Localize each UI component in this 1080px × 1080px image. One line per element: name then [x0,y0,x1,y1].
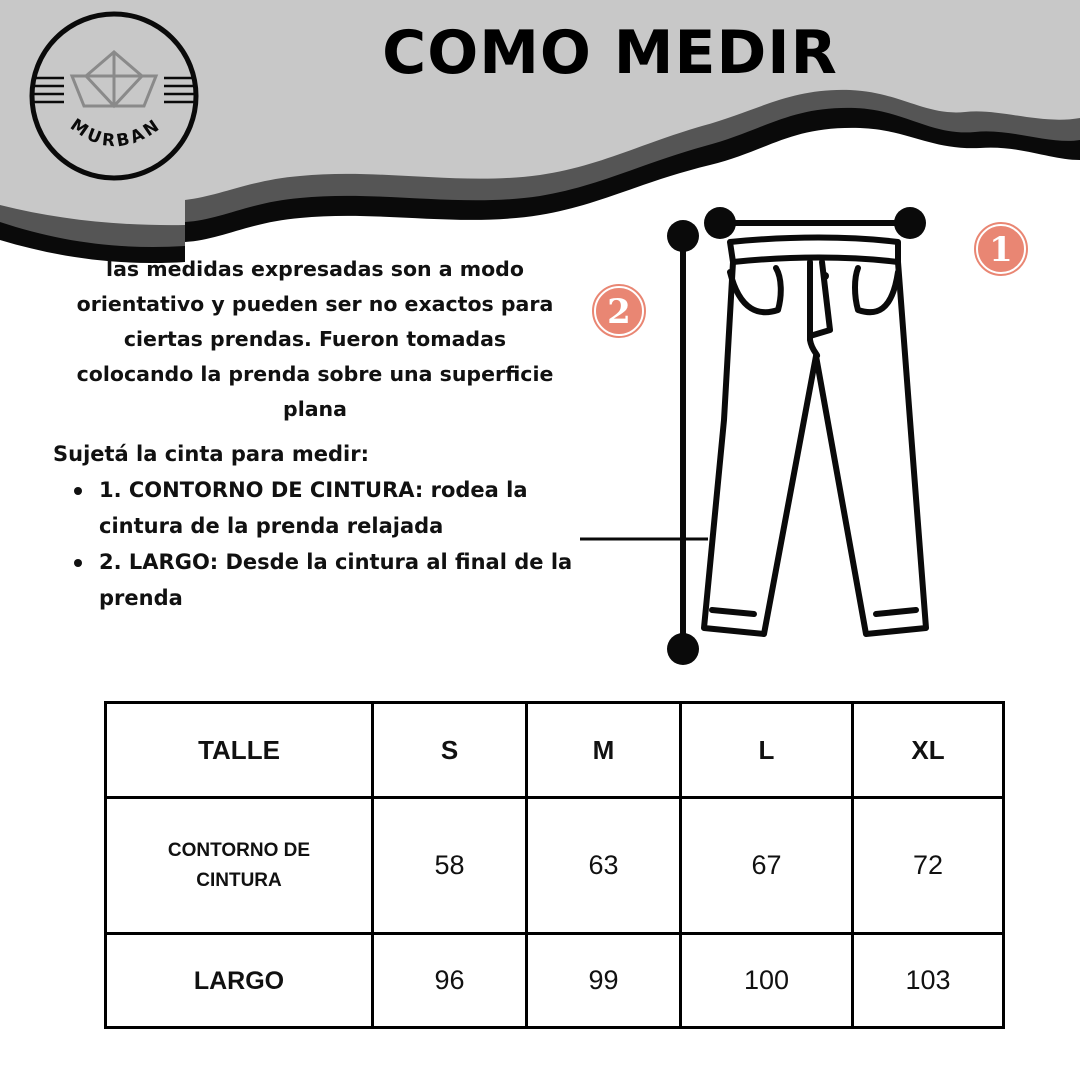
brand-name: MURBAN [66,114,166,152]
table-cell: 72 [853,798,1004,934]
svg-text:2: 2 [607,292,631,332]
table-cell: 67 [681,798,853,934]
row-label-waist: CONTORNO DE CINTURA [106,798,373,934]
header-cell-l: L [681,703,853,798]
size-table [104,701,1005,1029]
page-title: COMO MEDIR [382,18,838,88]
header-cell-m: M [527,703,681,798]
instruction-item-length: 2. LARGO: Desde la cintura al final de la prenda [99,544,589,616]
instructions-list [99,472,589,616]
badge-number-1 [972,220,1030,278]
svg-text:MURBAN [66,115,165,152]
table-cell: 63 [527,798,681,934]
badge-number-2 [590,282,648,340]
length-measure-line [667,220,699,665]
table-cell: 58 [373,798,527,934]
table-cell: 99 [527,934,681,1028]
waist-measure-line [704,207,926,239]
row-label-length: LARGO [106,934,373,1028]
intro-text: las medidas expresadas son a modo orientativo y pueden ser no exactos para ciertas prendas. Fueron tomadas colocando la prenda sobre una superficie plana [76,257,554,421]
header-cell-talle: TALLE [106,703,373,798]
pants-icon [704,238,926,635]
header-cell-xl: XL [853,703,1004,798]
header-cell-s: S [373,703,527,798]
instruction-item-waist: 1. CONTORNO DE CINTURA: rodea la cintura de la prenda relajada [99,472,589,544]
svg-text:1: 1 [989,230,1013,270]
table-cell: 100 [681,934,853,1028]
table-cell: 96 [373,934,527,1028]
instructions-title: Sujetá la cinta para medir: [53,442,369,466]
table-row [106,934,1004,1028]
table-header-row [106,703,1004,798]
table-cell: 103 [853,934,1004,1028]
table-row [106,798,1004,934]
